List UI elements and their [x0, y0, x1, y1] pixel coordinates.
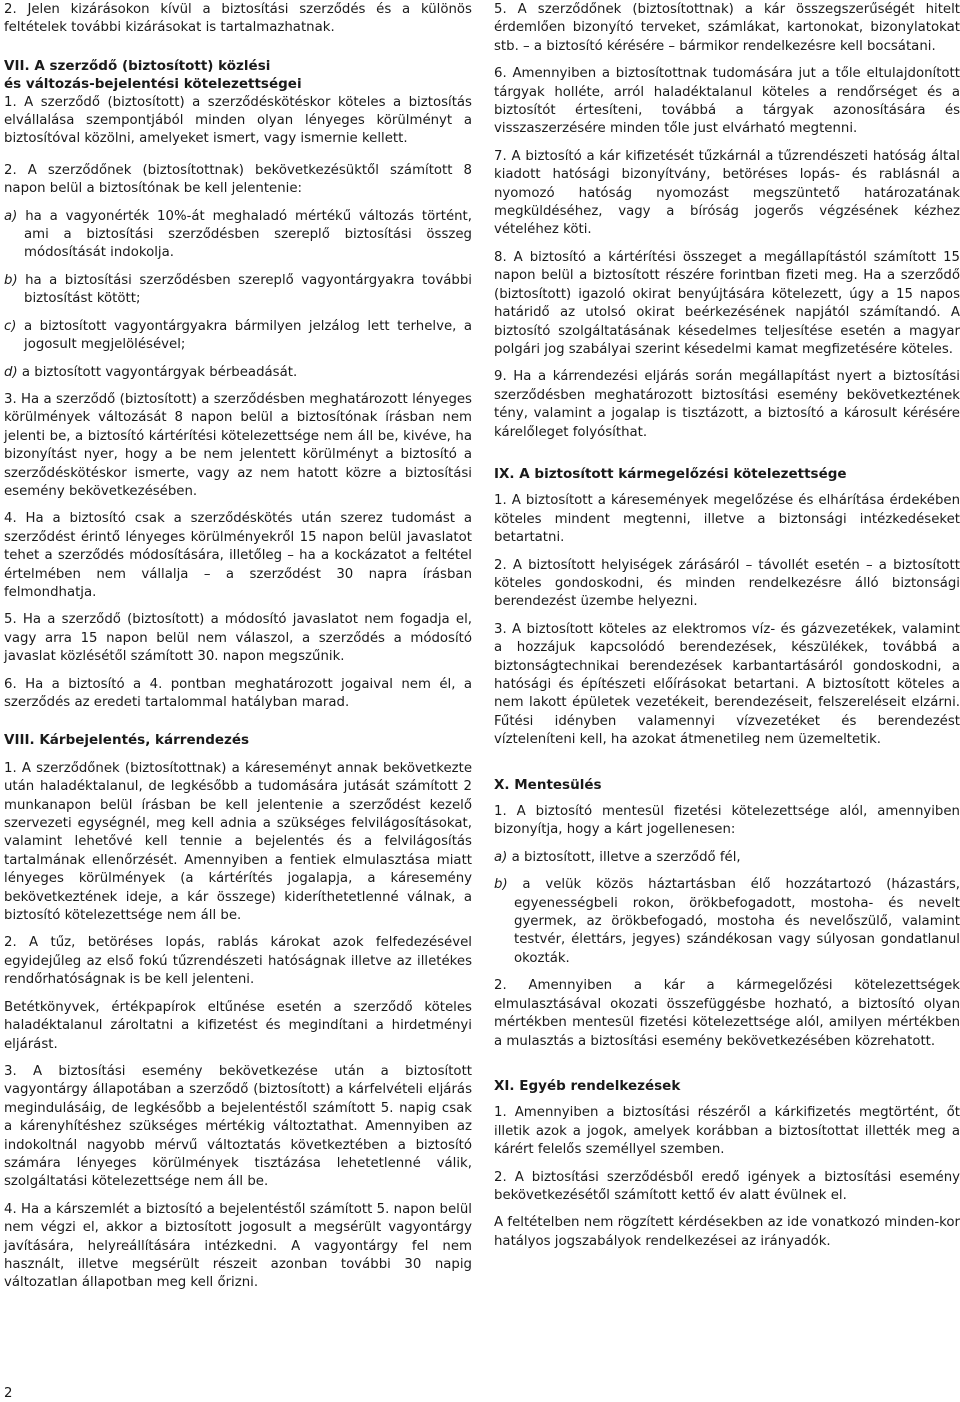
- paragraph: 3. A biztosítási esemény bekövetkezése után a biztosított vagyontárgy állapotában a szerződő (biztosított) a kárfelvételi eljárás megindulásáig, de legkésőbb a bejelentéstől számított 5. napig csak a kárenyhítéshez szükséges mértékig változtathat. Amennyiben az indokoltnál nagyobb mérvű változtatás következtében a biztosító számára lényeges körülmények tisztázása lehetetlenné válik, szolgáltatási kötelezettsége nem áll be.: [4, 1063, 472, 1190]
- page-number: 2: [4, 1386, 13, 1401]
- list-item: [494, 876, 960, 968]
- paragraph: 2. Amennyiben a kár a kármegelőzési kötelezettségek elmulasztásával okozati összefüggésbe hozható, a biztosító olyan mértékben mentesül fizetési kötelezettsége alól, amilyen mértékben a mulasztás a biztosítási esemény bekövetkezésében közrehatott.: [494, 978, 960, 1049]
- item-letter: b): [4, 272, 18, 288]
- paragraph: 4. Ha a kárszemlét a biztosító a bejelentéstől számított 5. napon belül nem végzi el, akkor a biztosított jogosult a megsérült vagyontárgy javítására, helyreállítására intézkedni. A vagyontárgy fel nem használt, illetve megsérült részeit azonban további 30 napig változatlan állapotban meg kell őrizni.: [4, 1201, 472, 1291]
- paragraph: 3. Ha a szerződő (biztosított) a szerződésben meghatározott lényeges körülmények változását 8 napon belül a biztosítónak írásban nem jelenti be, a biztosító kártérítési kötelezettsége nem áll be, kivéve, ha bizonyítást nyer, hogy a be nem jelentett körülményt a biztosító a szerződéskötéskor ismerte, vagy az nem hatott közre a biztosítási esemény bekövetkezésében.: [4, 391, 472, 499]
- item-letter: c): [4, 318, 17, 334]
- left-column: [4, 0, 472, 1293]
- heading-text: VII. A szerződő (biztosított) közlési és változás-bejelentési kötelezettségei: [4, 57, 302, 93]
- section-heading-8: VIII. Kárbejelentés, kárrendezés: [4, 732, 250, 749]
- paragraph: 2. A szerződőnek (biztosítottnak) bekövetkezésüktől számított 8 napon belül a biztosítónak be kell jelentenie:: [4, 162, 472, 197]
- paragraph: Betétkönyvek, értékpapírok eltűnése esetén a szerződő köteles haladéktalanul zároltatni a kifizetést és megindítani a hirdetményi eljárást.: [4, 999, 472, 1052]
- list-item: [494, 849, 960, 867]
- paragraph: 2. A tűz, betöréses lopás, rablás károkat azok felfedezésével egyidejűleg az első fokú tűzrendészeti hatóságnak illetve az illetékes rendőrhatóságnak is be kell jelenteni.: [4, 935, 472, 988]
- paragraph: 6. Amennyiben a biztosítottnak tudomására jut a tőle eltulajdonított tárgyak holléte, arról haladéktalanul köteles a rendőrséget és a biztosítót értesíteni, továbbá a tárgyak azonosítására és visszaszerzésére minden tőle just elvárható megtenni.: [494, 66, 960, 137]
- paragraph: 1. A szerződőnek (biztosítottnak) a káreseményt annak bekövetkezte után haladéktalanul, de legkésőbb a tudomására jutását számított 2 munkanapon belül írásban be kell jelentenie a szerződést kezelő szervezeti egységnél, meg kell adnia a szükséges felvilágosításokat, valamint lehetővé kell tennie a bejelentés és a felvilágosítás tartalmának ellenőrzését. Amennyiben a fentiek elmulasztása miatt lényeges körülmények (a kártérítés jogalapja, a káresemény bekövetkeztének ideje, a kár összege) kideríthetetlenné válnak, a biztosító kötelezettsége nem áll be.: [4, 760, 472, 924]
- item-letter: a): [494, 849, 508, 865]
- list-item: [4, 272, 472, 309]
- paragraph: 1. A szerződő (biztosított) a szerződéskötéskor köteles a biztosítás elvállalása szempontjából minden olyan lényeges körülményt a biztosítóval közölni, amelyeket ismert, vagy ismernie kellett.: [4, 94, 472, 147]
- item-text: a biztosított vagyontárgyak bérbeadását.: [21, 364, 298, 380]
- paragraph: 9. Ha a kárrendezési eljárás során megállapítást nyert a biztosítási szerződésben meghatározott biztosítási esemény bekövetkeztének tény, valamint a jogalap is tisztázott, a biztosító a károsult kérésére kárelőleget folyósíthat.: [494, 369, 960, 440]
- paragraph: A feltételben nem rögzített kérdésekben az ide vonatkozó minden-kor hatályos jogszabályok rendelkezései az irányadók.: [494, 1215, 960, 1249]
- list-item: [4, 364, 472, 382]
- section-heading-10: X. Mentesülés: [494, 776, 602, 793]
- right-column: [494, 0, 960, 1251]
- paragraph: 7. A biztosító a kár kifizetését tűzkárnál a tűzrendészeti hatóság által kiadott hatósági bizonyítvány, betöréses lopás- és rablásnál a nyomozó hatóság nyomozást megszüntető határozatának megküldéséhez, vagy a bíróság jogerős végzésének kézhez vételéhez köti.: [494, 148, 960, 238]
- item-letter: d): [4, 364, 18, 380]
- item-letter: b): [494, 877, 508, 893]
- paragraph: 1. Amennyiben a biztosítási részéről a kárkifizetés megtörtént, őt illetik azok a jogok, amelyek korábban a biztosítottat illették meg a kárért felelős személlyel szemben.: [494, 1105, 960, 1158]
- item-letter: a): [4, 208, 18, 224]
- section-heading-9: IX. A biztosított kármegelőzési kötelezettsége: [494, 465, 847, 482]
- section-heading-7: [4, 57, 472, 94]
- item-text: ha a vagyonérték 10%-át meghaladó mértékű változás történt, ami a biztosítási szerződésben szereplő biztosítási összeg módosítását indokolja.: [24, 208, 472, 261]
- paragraph: 2. A biztosítási szerződésből eredő igények a biztosítási esemény bekövetkezésétől számított kettő év alatt évülnek el.: [494, 1169, 960, 1203]
- list-item: [4, 318, 472, 355]
- section-heading-11: XI. Egyéb rendelkezések: [494, 1077, 681, 1094]
- paragraph: 4. Ha a biztosító csak a szerződéskötés után szerez tudomást a szerződést érintő lényeges körülményekről 15 napon belül javaslatot tehet a szerződés módosítására, illetőleg – ha a kockázatot a feltétel értelmében nem vállalja – a szerződést 30 napra írásban felmondhatja.: [4, 511, 472, 600]
- item-text: a biztosított, illetve a szerződő fél,: [511, 849, 741, 865]
- item-text: a velük közös háztartásban élő hozzátartozó (házastárs, egyenességbeli rokon, örökbefogadott, mostoha- és nevelt gyermek, az örökbefogadó, mostoha és nevelőszülő, valamint testvér, élettárs, jegyes) szándékosan vagy súlyosan gondatlanul okozták.: [514, 877, 960, 966]
- item-text: ha a biztosítási szerződésben szereplő vagyontárgyakra további biztosítást kötött;: [24, 272, 472, 307]
- paragraph: 8. A biztosító a kártérítési összeget a megállapítástól számított 15 napon belül a biztosított részére forintban fizeti meg. Ha a szerződő (biztosított) igazoló okirat benyújtására kötelezett, úgy a 15 napos határidő az utolsó okirat beérkezésének napjától számítandó. A biztosító szolgáltatásának késedelmes teljesítése esetén a magyar polgári jog szabályai szerint késedelmi kamat megfizetésére köteles.: [494, 249, 960, 357]
- paragraph: 5. A szerződőnek (biztosítottnak) a kár összegszerűségét hitelt érdemlően bizonyító terveket, számlákat, kartonokat, bizonylatokat stb. – a biztosító kérésére – bármikor rendelkezésre kell bocsátani.: [494, 2, 960, 54]
- paragraph: 1. A biztosító mentesül fizetési kötelezettsége alól, amennyiben bizonyítja, hogy a kárt jogellenesen:: [494, 804, 960, 838]
- item-text: a biztosított vagyontárgyakra bármilyen jelzálog lett terhelve, a jogosult megjelölésével;: [24, 318, 472, 353]
- paragraph: 3. A biztosított köteles az elektromos víz- és gázvezetékek, valamint a hozzájuk kapcsolódó berendezések, készülékek, továbbá a biztonságtechnikai berendezések karbantartásáról gondoskodni, a hatósági és építészeti előírásokat betartani. A biztosított köteles a nem lakott épületek vezetékeit, berendezéseit, felszereléseit elzárni. Fűtési idényben valamennyi vízvezetéket és berendezést vízteleníteni kell, ha azokat átmenetileg nem üzemeltetik.: [494, 621, 960, 748]
- paragraph: 5. Ha a szerződő (biztosított) a módosító javaslatot nem fogadja el, vagy arra 15 napon belül nem válaszol, a szerződés a módosító javaslat közlésétől számított 30. napon megszűnik.: [4, 612, 472, 665]
- paragraph: 2. A biztosított helyiségek zárásáról – távollét esetén – a biztosított köteles gondoskodni, és minden rendelkezésre álló biztonsági berendezést üzembe helyezni.: [494, 557, 960, 610]
- paragraph: 6. Ha a biztosító a 4. pontban meghatározott jogaival nem él, a szerződés az eredeti tartalommal hatályban marad.: [4, 676, 472, 710]
- list-item: [4, 208, 472, 263]
- paragraph: 1. A biztosított a káresemények megelőzése és elhárítása érdekében köteles mindent megtenni, illetve a biztonsági intézkedéseket betartatni.: [494, 493, 960, 546]
- paragraph: 2. Jelen kizárásokon kívül a biztosítási szerződés és a különös feltételek további kizárásokat is tartalmazhatnak.: [4, 2, 472, 36]
